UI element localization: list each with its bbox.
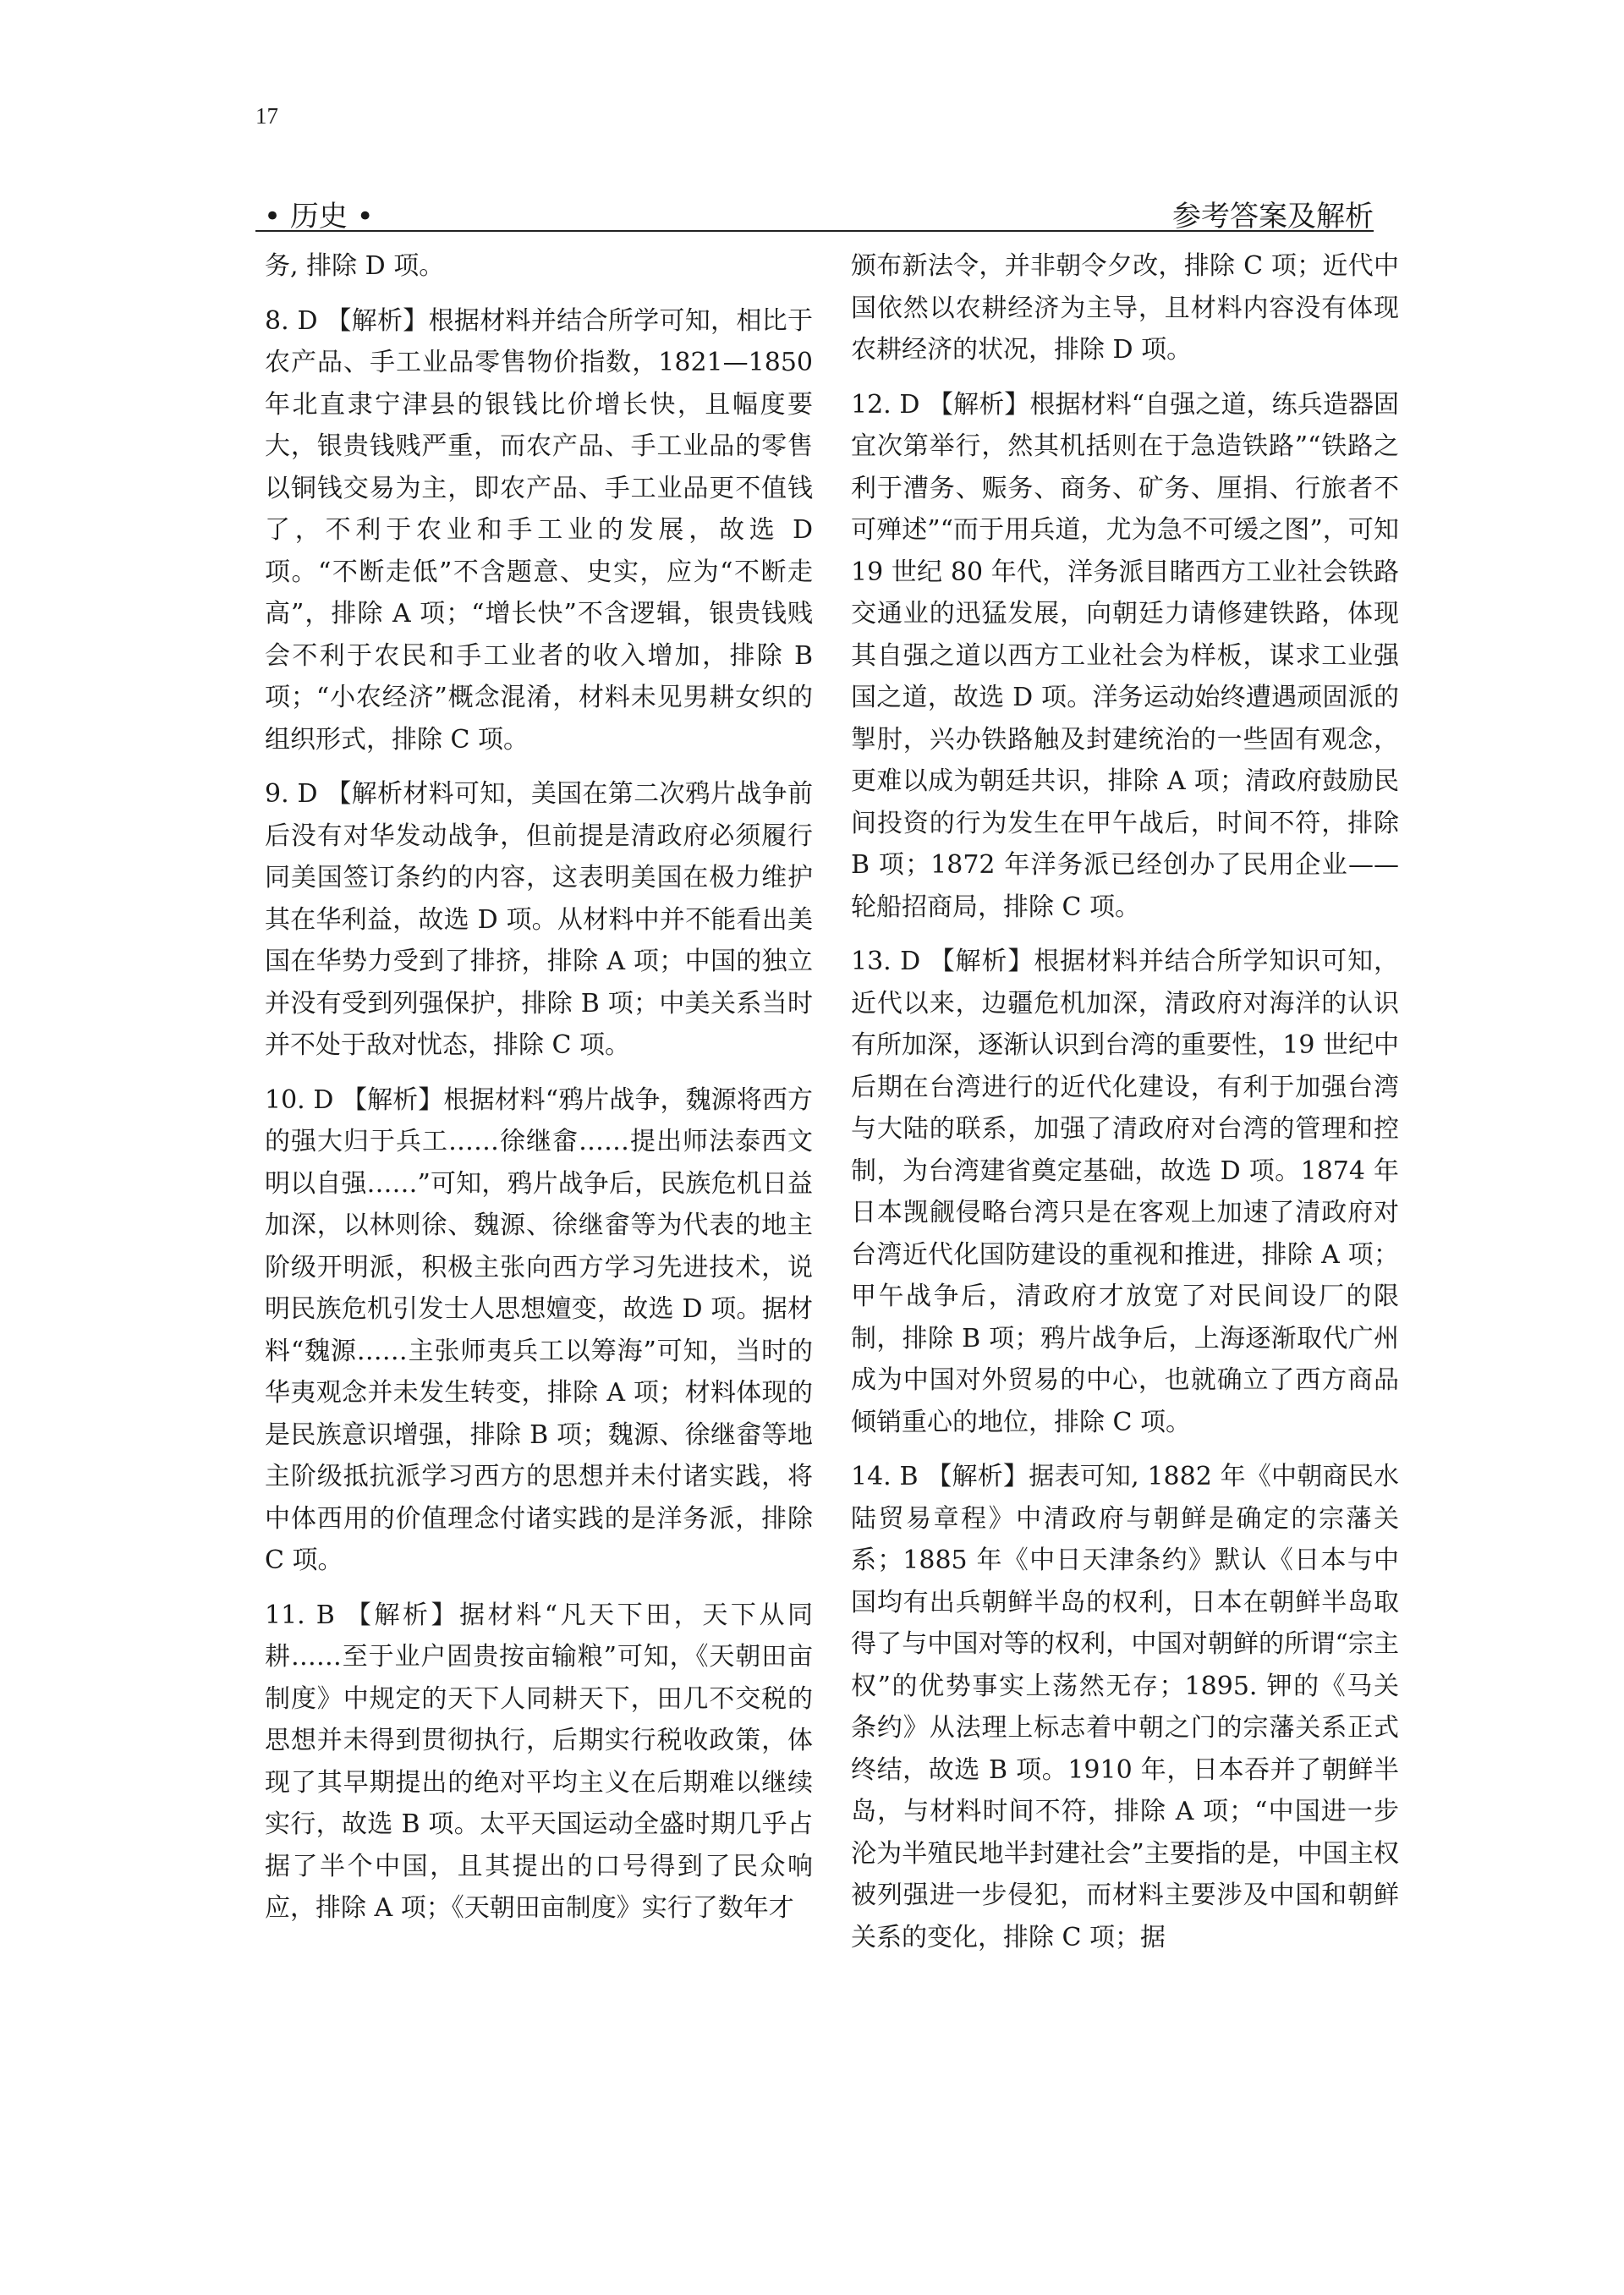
left-column	[265, 245, 813, 1942]
answer-13: 13. D 【解析】根据材料并结合所学知识可知，近代以来，边疆危机加深，清政府对海洋的认识有所加深，逐渐认识到台湾的重要性，19 世纪中后期在台湾进行的近代化建设，有利于加强台湾与大陆的联系，加强了清政府对台湾的管理和控制，为台湾建省奠定基础，故选 D 项。1874 年日本觊觎侵略台湾只是在客观上加速了清政府对台湾近代化国防建设的重视和推进，排除 A 项；甲午战争后，清政府才放宽了对民间设厂的限制，排除 B 项；鸦片战争后，上海逐渐取代广州成为中国对外贸易的中心，也就确立了西方商品倾销重心的地位，排除 C 项。	[851, 947, 1399, 1437]
page-header	[255, 193, 1374, 232]
answer-11-continued: 颁布新法令，并非朝令夕改，排除 C 项；近代中国依然以农耕经济为主导，且材料内容没有体现农耕经济的状况，排除 D 项。	[851, 251, 1399, 365]
answer-14: 14. B 【解析】据表可知, 1882 年《中朝商民水陆贸易章程》中清政府与朝鲜是确定的宗藩关系；1885 年《中日天津条约》默认《日本与中国均有出兵朝鲜半岛的权利，日本在朝鲜半岛取得了与中国对等的权利，中国对朝鲜的所谓“宗主权”的优势事实上荡然无存；1895. 钾的《马关条约》从法理上标志着中朝之门的宗藩关系正式终结，故选 B 项。1910 年，日本吞并了朝鲜半岛，与材料时间不符，排除 A 项；“中国进一步沦为半殖民地半封建社会”主要指的是，中国主权被列强进一步侵犯，而材料主要涉及中国和朝鲜关系的变化，排除 C 项；据	[851, 1462, 1399, 1952]
right-column	[851, 245, 1399, 1971]
answer-9: 9. D 【解析材料可知，美国在第二次鸦片战争前后没有对华发动战争，但前提是清政府必须履行同美国签订条约的内容，这表明美国在极力维护其在华利益，故选 D 项。从材料中并不能看出美国在华势力受到了排挤，排除 A 项；中国的独立并没有受到列强保护，排除 B 项；中美关系当时并不处于敌对忧态，排除 C 项。	[265, 779, 813, 1060]
subject-title: • 历史 •	[264, 200, 374, 233]
answer-10: 10. D 【解析】根据材料“鸦片战争，魏源将西方的强大归于兵工……徐继畲……提出师法泰西文明以自强……”可知，鸦片战争后，民族危机日益加深，以林则徐、魏源、徐继畲等为代表的地主阶级开明派，积极主张向西方学习先进技术，说明民族危机引发士人思想嬗变，故选 D 项。据材料“魏源……主张师夷兵工以筹海”可知，当时的华夷观念并未发生转变，排除 A 项；材料体现的是民族意识增强，排除 B 项；魏源、徐继畲等地主阶级抵抗派学习西方的思想并未付诸实践，将中体西用的价值理念付诸实践的是洋务派，排除 C 项。	[265, 1084, 813, 1575]
answer-paragraph: 务, 排除 D 项。	[265, 251, 445, 281]
page-number: 17	[255, 103, 278, 129]
answer-8: 8. D 【解析】根据材料并结合所学可知，相比于农产品、手工业品零售物价指数，1821—1850 年北直隶宁津县的银钱比价增长快，且幅度要大，银贵钱贱严重，而农产品、手工业品的零售以铜钱交易为主，即农产品、手工业品更不值钱了，不利于农业和手工业的发展，故选 D 项。“不断走低”不含题意、史实，应为“不断走高”，排除 A 项；“增长快”不含逻辑，银贵钱贱会不利于农民和手工业者的收入增加，排除 B 项；“小农经济”概念混淆，材料未见男耕女织的组织形式，排除 C 项。	[265, 305, 813, 755]
section-title: 参考答案及解析	[1172, 200, 1374, 233]
answer-11: 11. B 【解析】据材料“凡天下田，天下从同耕……至于业户固贵按亩输粮”可知，《天朝田亩制度》中规定的天下人同耕天下，田几不交税的思想并未得到贯彻执行，后期实行税收政策，体现了其早期提出的绝对平均主义在后期难以继续实行，故选 B 项。太平天国运动全盛时期几乎占据了半个中国，且其提出的口号得到了民众响应，排除 A 项；《天朝田亩制度》实行了数年才	[265, 1600, 813, 1923]
answer-12: 12. D 【解析】根据材料“自强之道，练兵造器固宜次第举行，然其机括则在于急造铁路”“铁路之利于漕务、赈务、商务、矿务、厘捐、行旅者不可殚述”“而于用兵道，尤为急不可缓之图”，可知 19 世纪 80 年代，洋务派目睹西方工业社会铁路交通业的迅猛发展，向朝廷力请修建铁路，体现其自强之道以西方工业社会为样板，谋求工业强国之道，故选 D 项。洋务运动始终遭遇顽固派的掣肘，兴办铁路触及封建统治的一些固有观念，更难以成为朝廷共识，排除 A 项；清政府鼓励民间投资的行为发生在甲午战后，时间不符，排除 B 项；1872 年洋务派已经创办了民用企业——轮船招商局，排除 C 项。	[851, 389, 1399, 922]
